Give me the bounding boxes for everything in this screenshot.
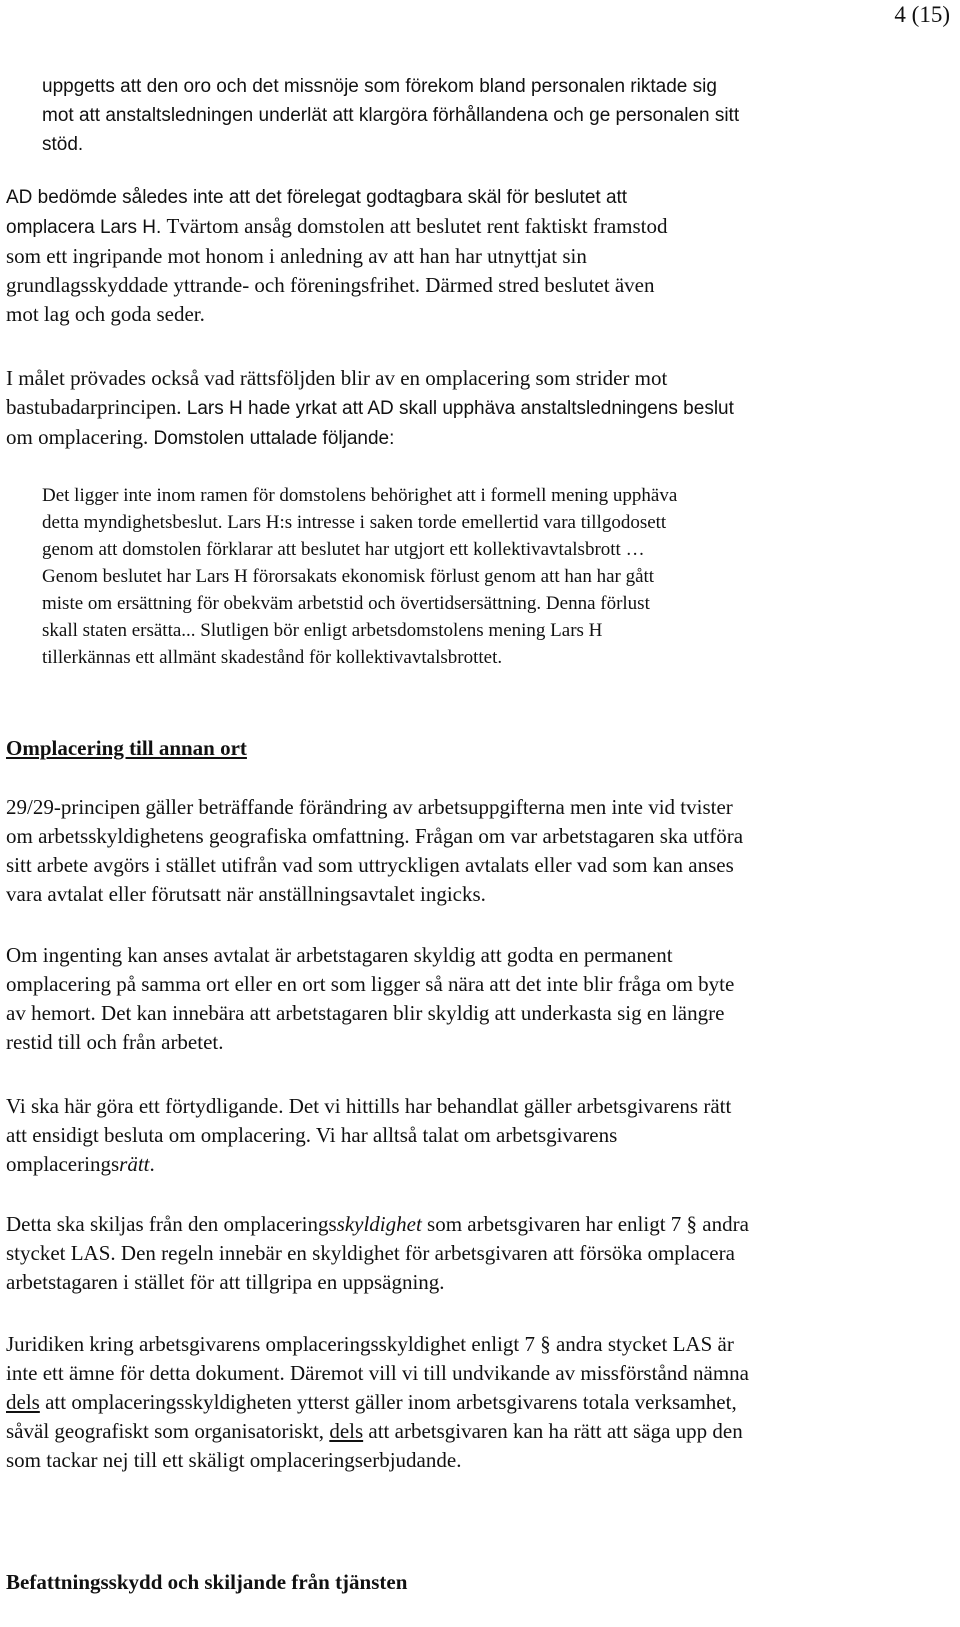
text-line: som ett ingripande mot honom i anledning av att han har utnyttjat sin <box>6 244 587 268</box>
text-line: Juridiken kring arbetsgivarens omplaceringsskyldighet enligt 7 § andra stycket LAS är <box>6 1332 734 1356</box>
text-span: . <box>149 1152 155 1176</box>
paragraph-clarification <box>6 1092 936 1179</box>
section-heading-employment-protection: Befattningsskydd och skiljande från tjänsten <box>6 1570 408 1594</box>
text-span: Lars H hade yrkat att AD skall upphäva anstaltsledningens beslut <box>186 398 734 419</box>
text-line: omplacering på samma ort eller en ort som ligger så nära att det inte blir fråga om byte <box>6 972 735 996</box>
quote-line: detta myndighetsbeslut. Lars H:s intresse i saken torde emellertid vara tillgodosett <box>42 512 667 533</box>
text-line: inte ett ämne för detta dokument. Däremot vill vi till undvikande av missförstånd nämna <box>6 1361 749 1385</box>
quote-line: miste om ersättning för obekväm arbetstid och övertidsersättning. Denna förlust <box>42 593 650 614</box>
emphasis: skyldighet <box>336 1212 422 1236</box>
text-line: mot lag och goda seder. <box>6 302 205 326</box>
quote-line: skall staten ersätta... Slutligen bör enligt arbetsdomstolens mening Lars H <box>42 620 603 641</box>
text-line: som tackar nej till ett skäligt omplaceringserbjudande. <box>6 1448 462 1472</box>
emphasis: rätt <box>119 1152 150 1176</box>
text-line <box>6 1417 936 1446</box>
text-line <box>6 1150 936 1179</box>
paragraph-continuation <box>42 72 922 159</box>
section-heading-relocation: Omplacering till annan ort <box>6 736 247 760</box>
paragraph-jurisprudence <box>6 1330 936 1475</box>
text-line <box>6 1210 936 1239</box>
paragraph-legal-consequence <box>6 364 926 453</box>
page-number: 4 (15) <box>894 2 950 27</box>
text-span: att arbetsgivaren kan ha rätt att säga upp den <box>363 1419 743 1443</box>
text-line: arbetstagaren i stället för att tillgripa en uppsägning. <box>6 1270 445 1294</box>
text-line: Vi ska här göra ett förtydligande. Det vi hittills har behandlat gäller arbetsgivarens rätt <box>6 1094 732 1118</box>
text-line: vara avtalat eller förutsatt när anställningsavtalet ingicks. <box>6 882 486 906</box>
text-line: Om ingenting kan anses avtalat är arbetstagaren skyldig att godta en permanent <box>6 943 673 967</box>
text-line: stycket LAS. Den regeln innebär en skyldighet för arbetsgivaren att försöka omplacera <box>6 1241 735 1265</box>
quote-line: Det ligger inte inom ramen för domstolens behörighet att i formell mening upphäva <box>42 485 678 506</box>
paragraph-relocation-duty <box>6 1210 936 1297</box>
text-line <box>6 212 926 242</box>
quote-line: genom att domstolen förklarar att beslutet har utgjort ett kollektivavtalsbrott … <box>42 539 645 560</box>
paragraph-nothing-agreed <box>6 941 936 1057</box>
text-span: som arbetsgivaren har enligt 7 § andra <box>421 1212 749 1236</box>
underlined-word: dels <box>6 1390 40 1414</box>
text-span: såväl geografiskt som organisatoriskt, <box>6 1419 330 1443</box>
text-span: om omplacering. <box>6 425 154 449</box>
text-line: sitt arbete avgörs i stället utifrån vad som uttryckligen avtalats eller vad som kan anses <box>6 853 734 877</box>
text-line: att ensidigt besluta om omplacering. Vi har alltså talat om arbetsgivarens <box>6 1123 618 1147</box>
quote-line: tillerkännas ett allmänt skadestånd för kollektivavtalsbrottet. <box>42 647 503 668</box>
text-line: I målet prövades också vad rättsföljden blir av en omplacering som strider mot <box>6 366 668 390</box>
quote-line: Genom beslutet har Lars H förorsakats ekonomisk förlust genom att han har gått <box>42 566 655 587</box>
text-line <box>6 423 926 453</box>
paragraph-ad-judgement <box>6 183 926 329</box>
text-span: att omplaceringsskyldigheten ytterst gäller inom arbetsgivarens totala verksamhet, <box>39 1390 737 1414</box>
text-line: 29/29-principen gäller beträffande förändring av arbetsuppgifterna men inte vid tvister <box>6 795 733 819</box>
text-line: om arbetsskyldighetens geografiska omfattning. Frågan om var arbetstagaren ska utföra <box>6 824 744 848</box>
text-line: restid till och från arbetet. <box>6 1030 224 1054</box>
underlined-word: dels <box>329 1419 364 1443</box>
text-line: grundlagsskyddade yttrande- och föreningsfrihet. Därmed stred beslutet även <box>6 273 655 297</box>
text-span: omplacera Lars H. <box>6 217 167 238</box>
text-line: mot att anstaltsledningen underlät att klargöra förhållandena och ge personalen sitt <box>42 105 740 126</box>
text-line <box>6 1388 936 1417</box>
text-line: uppgetts att den oro och det missnöje som förekom bland personalen riktade sig <box>42 76 717 97</box>
text-line: av hemort. Det kan innebära att arbetstagaren blir skyldig att underkasta sig en längre <box>6 1001 725 1025</box>
block-quote <box>42 482 922 671</box>
text-line: stöd. <box>42 134 84 155</box>
text-line <box>6 393 926 423</box>
text-line: AD bedömde således inte att det förelegat godtagbara skäl för beslutet att <box>6 187 628 208</box>
text-span: Domstolen uttalade följande: <box>153 428 395 449</box>
text-span: bastubadarprincipen. <box>6 395 187 419</box>
text-span: Tvärtom ansåg domstolen att beslutet rent faktiskt framstod <box>166 214 668 238</box>
paragraph-29-29-principle <box>6 793 936 909</box>
text-span: omplacerings <box>6 1152 120 1176</box>
text-span: Detta ska skiljas från den omplacerings <box>6 1212 337 1236</box>
